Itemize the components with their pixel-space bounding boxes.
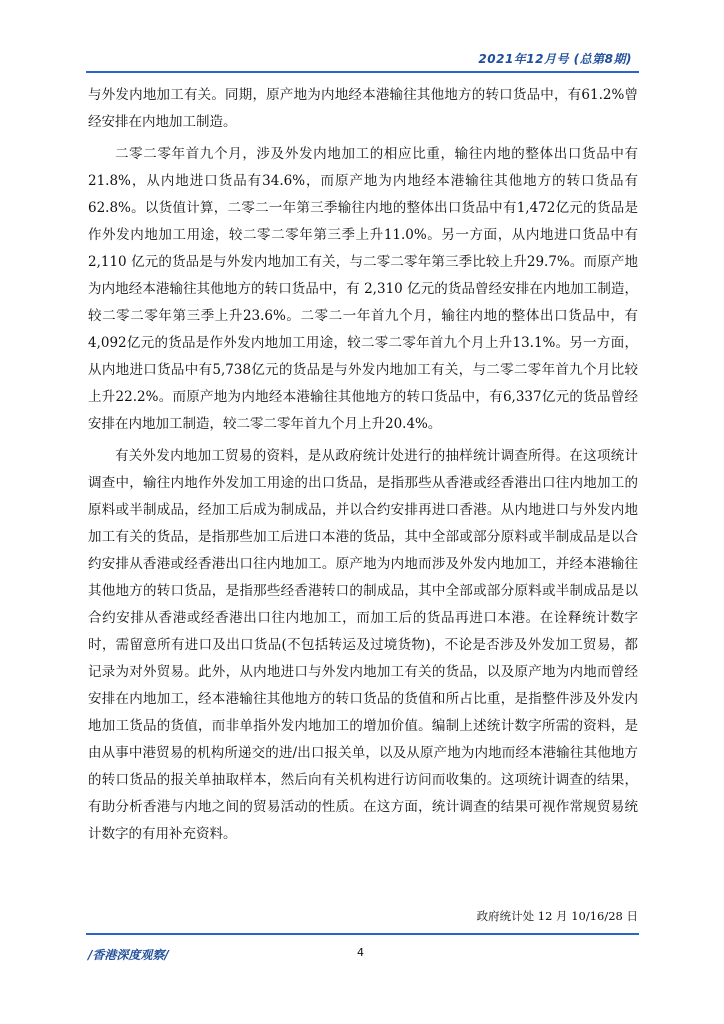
source-note: 政府统计处 12 月 10/16/28 日 (476, 909, 638, 923)
header-divider (86, 71, 639, 73)
article-body (88, 82, 638, 848)
page-number: 4 (357, 946, 364, 959)
publication-name: /香港深度观察/ (88, 948, 169, 962)
paragraph-1: 与外发内地加工有关。同期，原产地为内地经本港输往其他地方的转口货品中，有61.2%曾经安排在内地加工制造。 (88, 87, 638, 130)
footer-divider (86, 933, 639, 935)
issue-label: 2021年12月号 (总第8期) (478, 52, 632, 66)
paragraph-3: 有关外发内地加工贸易的资料，是从政府统计处进行的抽样统计调查所得。在这项统计调查中，输往内地作外发加工用途的出口货品，是指那些从香港或经香港出口往内地加工的原料或半制成品，经加工后成为制成品，并以合约安排再进口香港。从内地进口与外发内地加工有关的货品，是指那些加工后进口本港的货品，其中全部或部分原料或半制成品是以合约安排从香港或经香港出口往内地加工。原产地为内地而涉及外发内地加工，并经本港输往其他地方的转口货品，是指那些经香港转口的制成品，其中全部或部分原料或半制成品是以合约安排从香港或经香港出口往内地加工，而加工后的货品再进口本港。在诠释统计数字时，需留意所有进口及出口货品(不包括转运及过境货物)，不论是否涉及外发加工贸易，都记录为对外贸易。此外，从内地进口与外发内地加工有关的货品，以及原产地为内地而曾经安排在内地加工，经本港输往其他地方的转口货品的货值和所占比重，是指整件涉及外发内地加工货品的货值，而非单指外发内地加工的增加价值。编制上述统计数字所需的资料，是由从事中港贸易的机构所递交的进/出口报关单，以及从原产地为内地而经本港输往其他地方的转口货品的报关单抽取样本，然后向有关机构进行访问而收集的。这项统计调查的结果，有助分析香港与内地之间的贸易活动的性质。在这方面，统计调查的结果可视作常规贸易统计数字的有用补充资料。 (88, 448, 638, 842)
paragraph-2: 二零二零年首九个月，涉及外发内地加工的相应比重，输往内地的整体出口货品中有21.8%，从内地进口货品有34.6%，而原产地为内地经本港输往其他地方的转口货品有62.8%。以货值计算，二零二一年第三季输往内地的整体出口货品中有1,472亿元的货品是作外发内地加工用途，较二零二零年第三季上升11.0%。另一方面，从内地进口货品中有 2,110 亿元的货品是与外发内地加工有关，与二零二零年第三季比较上升29.7%。而原产地为内地经本港输往其他地方的转口货品中，有 2,310 亿元的货品曾经安排在内地加工制造，较二零二零年第三季上升23.6%。二零二一年首九个月，输往内地的整体出口货品中，有4,092亿元的货品是作外发内地加工用途，较二零二零年首九个月上升13.1%。另一方面，从内地进口货品中有5,738亿元的货品是与外发内地加工有关，与二零二零年首九个月比较上升22.2%。而原产地为内地经本港输往其他地方的转口货品中，有6,337亿元的货品曾经安排在内地加工制造，较二零二零年首九个月上升20.4%。 (88, 146, 638, 432)
